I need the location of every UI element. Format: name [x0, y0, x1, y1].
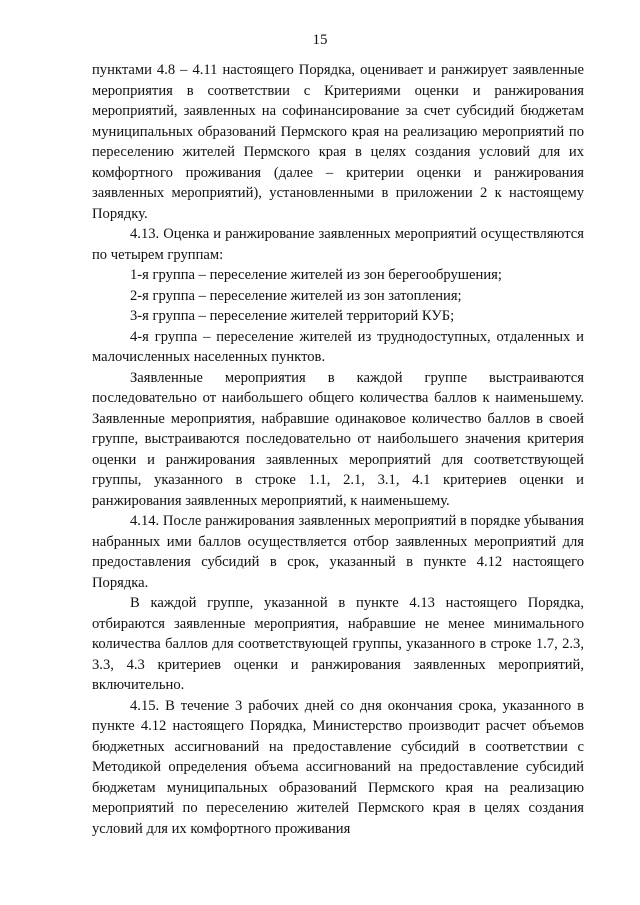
group-4-item: 4-я группа – переселение жителей из труднодоступных, отдаленных и малочисленных населенных пунктов.	[92, 328, 584, 365]
paragraph-selection: В каждой группе, указанной в пункте 4.13 настоящего Порядка, отбираются заявленные мероприятия, набравшие не менее минимального количества баллов для соответствующей группы, указанного в строке 1.7, 2.3, 3.3, 4.3 критериев оценки и ранжирования заявленных мероприятий, включительно.	[92, 595, 584, 693]
group-2-item: 2-я группа – переселение жителей из зон затопления;	[130, 287, 462, 304]
paragraph-ranking: Заявленные мероприятия в каждой группе выстраиваются последовательно от наибольшего общего количества баллов к наименьшему. Заявленные мероприятия, набравшие одинаковое количество баллов в своей группе, выстраиваются последовательно от наибольшего значения критерия оценки и ранжирования заявленных мероприятий для соответствующей группы, указанного в строке 1.1, 2.1, 3.1, 4.1 критериев оценки и ранжирования заявленных мероприятий, к наименьшему.	[92, 369, 584, 509]
group-3-item: 3-я группа – переселение жителей территорий КУБ;	[130, 308, 455, 324]
paragraph-1: пунктами 4.8 – 4.11 настоящего Порядка, оценивает и ранжирует заявленные мероприятия в соответствии с Критериями оценки и ранжирования мероприятий, заявленных на софинансирование за счет субсидий бюджетам муниципальных образований Пермского края на реализацию мероприятий по переселению жителей Пермского края в целях создания условий для их комфортного проживания (далее – критерии оценки и ранжирования заявленных мероприятий), установленными в приложении 2 к настоящему Порядку.	[92, 62, 584, 222]
paragraph-4-15: 4.15. В течение 3 рабочих дней со дня окончания срока, указанного в пункте 4.12 настоящего Порядка, Министерство производит расчет объемов бюджетных ассигнований на предоставление субсидий в соответствии с Методикой определения объема ассигнований на предоставление субсидий бюджетам муниципальных образований Пермского края на реализацию мероприятий по переселению жителей Пермского края в целях создания условий для их комфортного проживания	[92, 697, 584, 837]
paragraph-4-13: 4.13. Оценка и ранжирование заявленных мероприятий осуществляются по четырем группам:	[92, 226, 584, 263]
document-body	[92, 60, 584, 839]
group-1-item: 1-я группа – переселение жителей из зон берегообрушения;	[130, 267, 502, 283]
page-number: 15	[312, 32, 328, 48]
paragraph-4-14: 4.14. После ранжирования заявленных мероприятий в порядке убывания набранных ими баллов осуществляется отбор заявленных мероприятий для предоставления субсидий в срок, указанный в пункте 4.12 настоящего Порядка.	[92, 513, 584, 591]
